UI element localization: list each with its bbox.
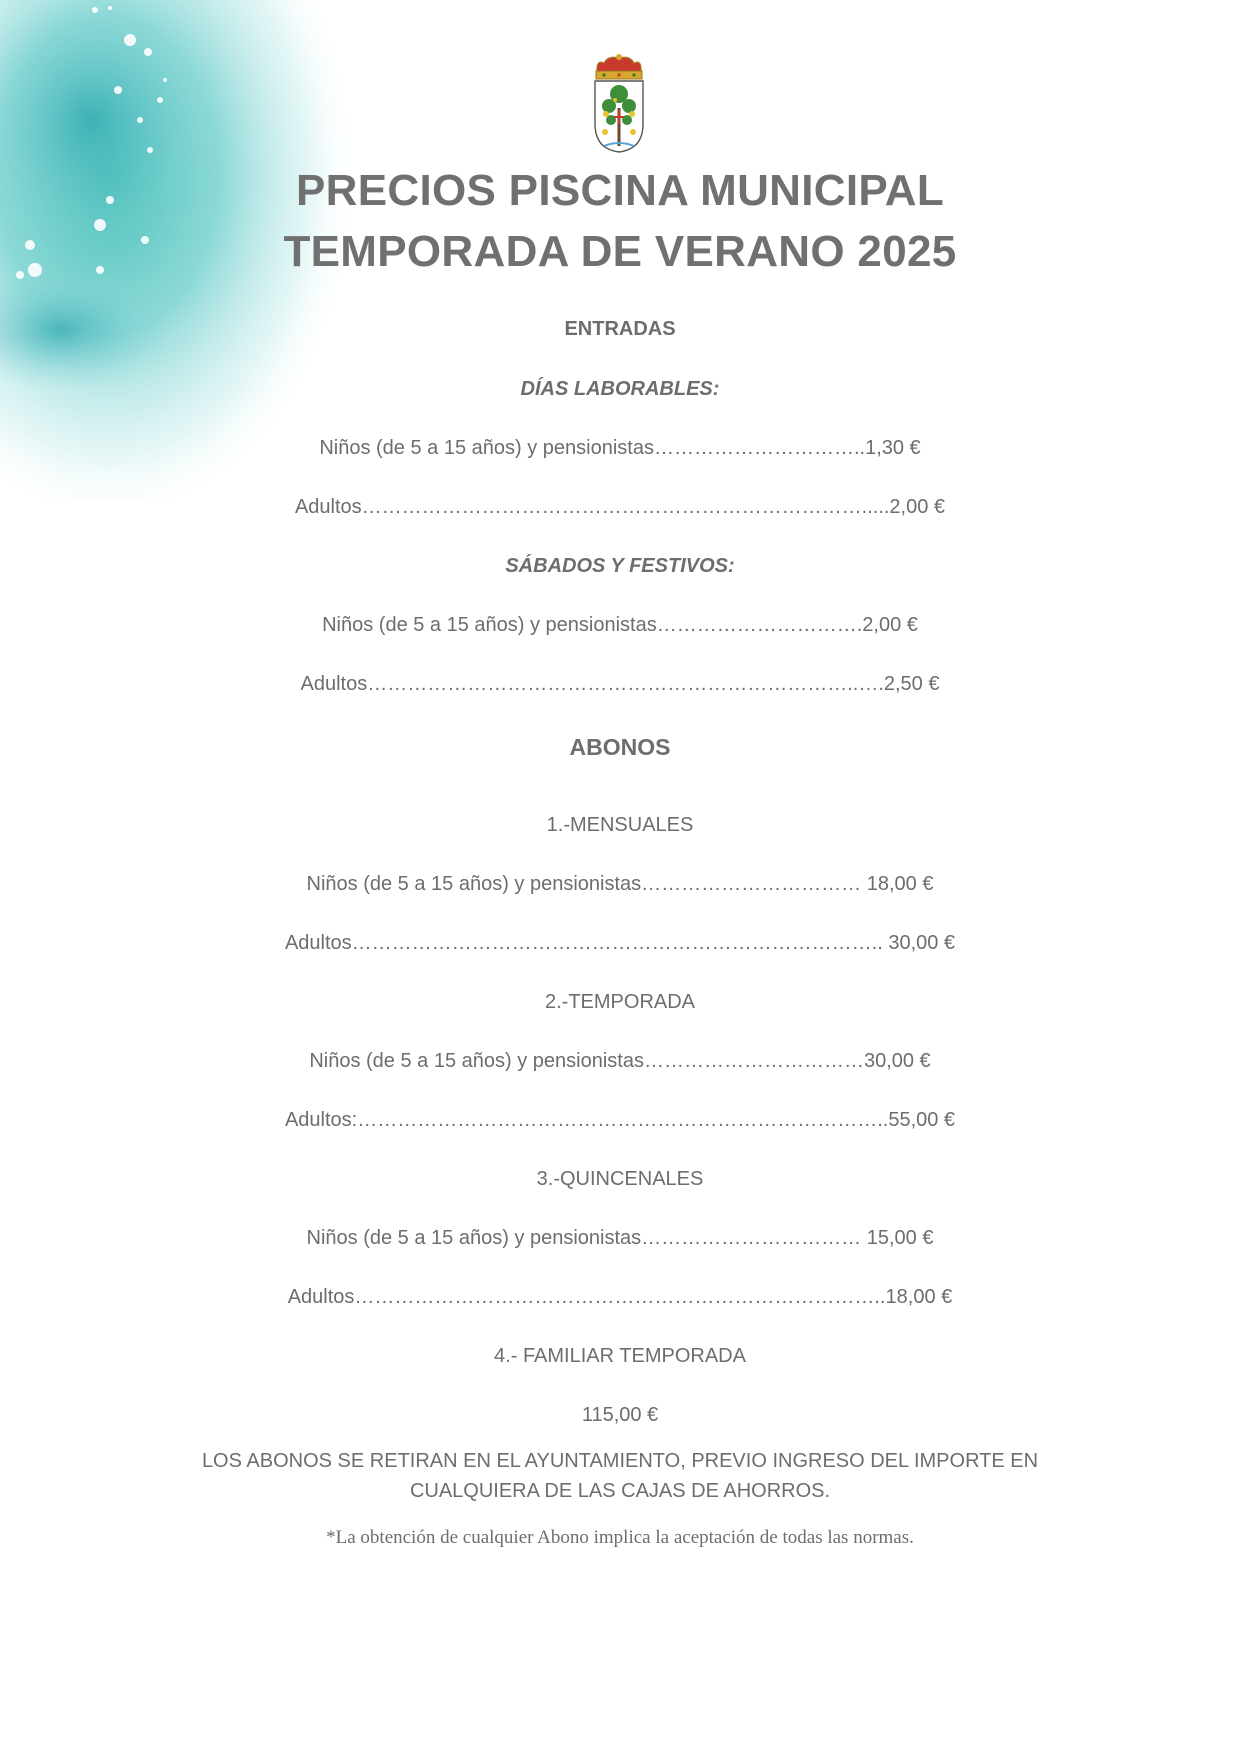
page-title-line-1: PRECIOS PISCINA MUNICIPAL	[296, 166, 944, 215]
coat-of-arms-logo	[590, 54, 648, 154]
notice-line-1: LOS ABONOS SE RETIRAN EN EL AYUNTAMIENTO, PREVIO INGRESO DEL IMPORTE EN	[201, 1450, 1039, 1472]
price-line-mensuales-adultos: Adultos…………………………………………………………………….. 30,00 €	[284, 932, 956, 954]
subheading-mensuales: 1.-MENSUALES	[546, 814, 694, 836]
subheading-temporada: 2.-TEMPORADA	[544, 991, 696, 1013]
price-line-laborables-adultos: Adultos………………………………………………………………….....2,00 €	[294, 496, 946, 518]
subheading-dias-laborables: DÍAS LABORABLES:	[520, 378, 720, 400]
price-line-laborables-ninos: Niños (de 5 a 15 años) y pensionistas…………………………..1,30 €	[319, 437, 921, 459]
price-line-festivos-adultos: Adultos………………………………………………………………..….2,50 €	[300, 673, 940, 695]
price-line-mensuales-ninos: Niños (de 5 a 15 años) y pensionistas…………………………… 18,00 €	[306, 873, 934, 895]
subheading-sabados-festivos: SÁBADOS Y FESTIVOS:	[505, 555, 735, 577]
page-title-line-2: TEMPORADA DE VERANO 2025	[283, 227, 957, 276]
notice-line-2: CUALQUIERA DE LAS CAJAS DE AHORROS.	[409, 1480, 831, 1502]
footnote: *La obtención de cualquier Abono implica la aceptación de todas las normas.	[326, 1527, 914, 1548]
price-line-quincenales-adultos: Adultos……………………………………………………………………..18,00 €	[287, 1286, 953, 1308]
subheading-quincenales: 3.-QUINCENALES	[536, 1168, 704, 1190]
section-heading-entradas: ENTRADAS	[564, 318, 676, 340]
section-heading-abonos: ABONOS	[569, 734, 671, 760]
subheading-familiar-temporada: 4.- FAMILIAR TEMPORADA	[494, 1345, 746, 1367]
price-line-festivos-ninos: Niños (de 5 a 15 años) y pensionistas………………………….2,00 €	[322, 614, 918, 636]
price-line-temporada-adultos: Adultos:……………………………………………………………………..55,00 €	[284, 1109, 956, 1131]
price-line-temporada-ninos: Niños (de 5 a 15 años) y pensionistas……………………………30,00 €	[309, 1050, 931, 1072]
price-familiar-temporada: 115,00 €	[581, 1404, 659, 1426]
price-line-quincenales-ninos: Niños (de 5 a 15 años) y pensionistas…………………………… 15,00 €	[306, 1227, 934, 1249]
